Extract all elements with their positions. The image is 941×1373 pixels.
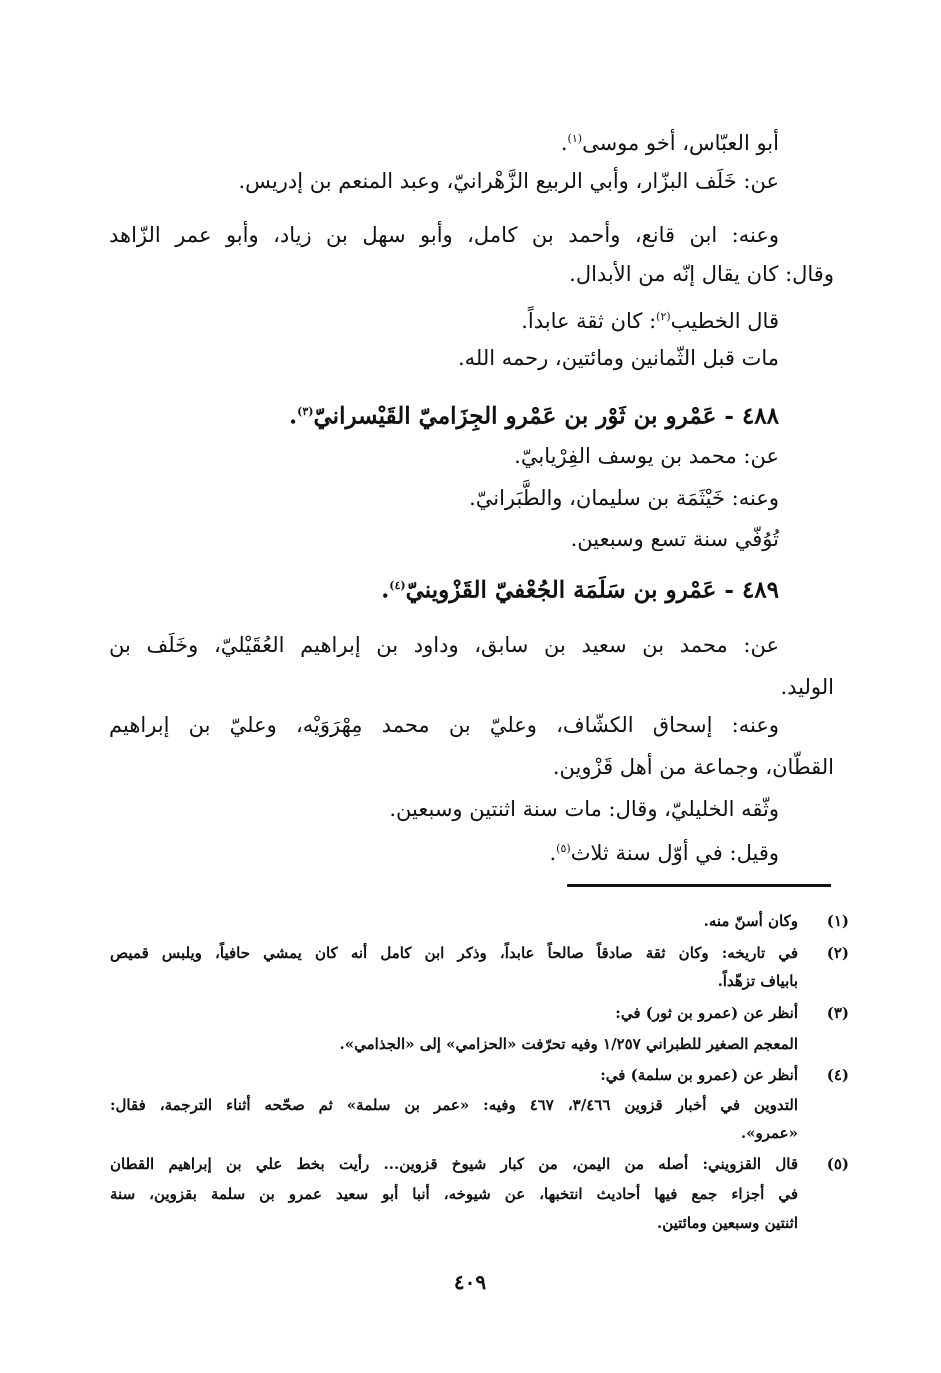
footnote-number: (٥): [826, 1155, 849, 1173]
text-line: وقال: كان يقال إنّه من الأبدال.: [569, 262, 834, 286]
text-line: وعنه: خَيْثَمَة بن سليمان، والطَّبَرانيّ.: [469, 486, 779, 510]
text-line: قال الخطيب$^{(٢)}$: كان ثقة عابداً.: [521, 309, 779, 333]
footnote-number: (٤): [826, 1066, 849, 1084]
footnote-number: (٣): [826, 1004, 849, 1022]
footnote-line: التدوين في أخبار قزوين ٣/٤٦٦، ٤٦٧ وفيه: «عمر بن سلمة» ثم صحّحه أثناء الترجمة، فقال:: [110, 1096, 798, 1114]
text-line: عن: محمد بن يوسف الفِرْيابيّ.: [514, 444, 779, 468]
footnote-line: المعجم الصغير للطبراني ١/٢٥٧ وفيه تحرّفت «الحزامي» إلى «الجذامي».: [339, 1035, 798, 1053]
footnote-line: في أجزاء جمع فيها أحاديث انتخبها، عن شيوخه، أنبا أبو سعيد عمرو بن سلمة بقزوين، سنة: [110, 1185, 798, 1203]
footnote-line: أنظر عن (عمرو بن ثور) في:: [615, 1004, 798, 1022]
text-line: وقيل: في أوّل سنة ثلاث$^{(٥)}$.: [549, 841, 779, 865]
entry-heading: ٤٨٨ - عَمْرو بن ثَوْر بن عَمْرو الجِزَاميّ القَيْسرانيّ$^{(٣)}$.: [289, 402, 779, 430]
footnote-line: «عمرو».: [740, 1124, 798, 1142]
footnote-number: (١): [826, 912, 849, 930]
page-number: ٤٠٩: [453, 1270, 487, 1294]
footnote-mark: (٤): [389, 579, 406, 592]
footnote-line: أنظر عن (عمرو بن سلمة) في:: [600, 1066, 798, 1084]
footnote-mark: (٥): [556, 842, 571, 855]
text-line: القطّان، وجماعة من أهل قَزْوين.: [552, 755, 834, 779]
text-line: عن: خَلَف البزّار، وأبي الربيع الزَّهْرانيّ، وعبد المنعم بن إدريس.: [238, 169, 779, 193]
text-line: وعنه: ابن قانع، وأحمد بن كامل، وأبو سهل بن زياد، وأبو عمر الزّاهد: [109, 223, 779, 247]
footnote-mark: (١): [567, 132, 583, 145]
text-line: الوليد.: [780, 675, 834, 699]
footnote-line: قال القزويني: أصله من اليمن، من كبار شيوخ قزوين... رأيت بخط علي بن إبراهيم القطان: [110, 1155, 798, 1173]
text-line: مات قبل الثّمانين ومائتين، رحمه الله.: [457, 346, 779, 370]
footnote-line: وكان أسنّ منه.: [703, 912, 798, 930]
entry-heading: ٤٨٩ - عَمْرو بن سَلَمَة الجُعْفيّ القَزْوينيّ$^{(٤)}$.: [381, 576, 779, 604]
footnote-mark: (٢): [656, 310, 671, 323]
text-line: وثّقه الخليليّ، وقال: مات سنة اثنتين وسبعين.: [389, 797, 779, 821]
footnote-number: (٢): [826, 944, 849, 962]
footnote-separator: [567, 884, 831, 887]
text-line: عن: محمد بن سعيد بن سابق، وداود بن إبراهيم العُقَيْليّ، وخَلَف بن: [109, 633, 779, 657]
text-line: وعنه: إسحاق الكشّاف، وعليّ بن محمد مِهْرَوَيْه، وعليّ بن إبراهيم: [109, 713, 779, 737]
footnote-line: اثنتين وسبعين ومائتين.: [656, 1214, 798, 1232]
footnote-mark: (٣): [297, 405, 314, 418]
text-line: تُوُفّي سنة تسع وسبعين.: [570, 527, 779, 551]
text-line: أبو العبّاس، أخو موسى$^{(١)}$.: [560, 131, 779, 155]
footnote-line: بابياف تزهّداً.: [717, 972, 798, 990]
footnote-line: في تاريخه: وكان ثقة صادقاً صالحاً عابداً، وذكر ابن كامل أنه كان يمشي حافياً، ويلبس قميص: [110, 944, 798, 962]
